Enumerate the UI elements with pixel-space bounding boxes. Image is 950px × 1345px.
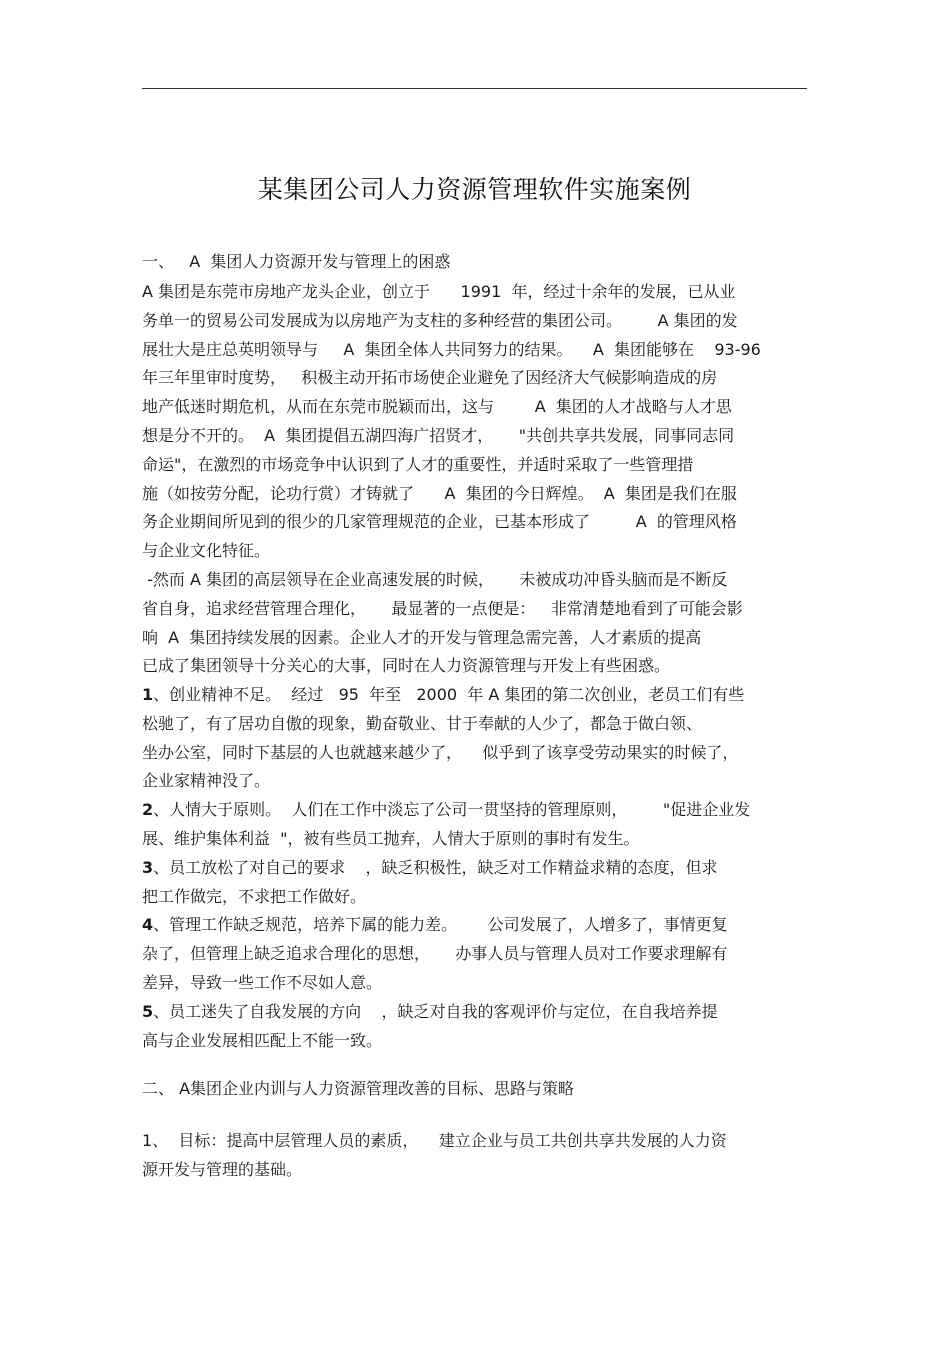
paragraph-intro — [142, 278, 807, 566]
text-line: 企业家精神没了。 — [142, 771, 271, 791]
list-item-4 — [142, 911, 807, 997]
text-line: A 集团是东莞市房地产龙头企业，创立于 1991 年，经过十余年的发展，已从业 — [142, 282, 736, 301]
text-line: 差异，导致一些工作不尽如人意。 — [142, 972, 383, 992]
text-line: 展、维护集体利益 "，被有些员工抛弃，人情大于原则的事时有发生。 — [142, 828, 640, 848]
section-2-item-1 — [142, 1127, 807, 1185]
text-line: 松驰了，有了居功自傲的现象，勤奋敬业、甘于奉献的人少了，都急于做白领、 — [142, 713, 703, 733]
text-line: 高与企业发展相匹配上不能一致。 — [142, 1030, 383, 1050]
item-number: 3 — [142, 858, 154, 877]
list-item-3 — [142, 854, 807, 912]
item-number: 4 — [142, 915, 154, 934]
text-line: 把工作做完，不求把工作做好。 — [142, 886, 367, 906]
text-line: 务单一的贸易公司发展成为以房地产为支柱的多种经营的集团公司。 A 集团的发 — [142, 310, 738, 330]
text-line — [142, 854, 807, 883]
text-line: 已成了集团领导十分关心的大事，同时在人力资源管理与开发上有些困惑。 — [142, 656, 671, 676]
text-line: 省自身，追求经营管理合理化， 最显著的一点便是： 非常清楚地看到了可能会影 — [142, 598, 743, 618]
text-line: 1、 目标：提高中层管理人员的素质， 建立企业与员工共创共享共发展的人力资 — [142, 1131, 727, 1150]
item-number: 5 — [142, 1002, 154, 1021]
text-line: 施（如按劳分配，论功行赏）才铸就了 A 集团的今日辉煌。 A 集团是我们在服 — [142, 483, 737, 503]
item-number: 2 — [142, 800, 154, 819]
list-item-2 — [142, 796, 807, 854]
text-line — [142, 681, 807, 710]
section-2-heading-text: 二、 A集团企业内训与人力资源管理改善的目标、思路与策略 — [142, 1079, 575, 1098]
paragraph-concerns — [142, 566, 807, 681]
list-item-1 — [142, 681, 807, 796]
item-text: 、管理工作缺乏规范，培养下属的能力差。 公司发展了，人增多了，事情更复 — [153, 915, 728, 934]
text-line — [142, 796, 807, 825]
text-line — [142, 998, 807, 1027]
text-line: 展壮大是庄总英明领导与 A 集团全体人共同努力的结果。 A 集团能够在 93-96 — [142, 339, 761, 359]
text-line: 务企业期间所见到的很少的几家管理规范的企业，已基本形成了 A 的管理风格 — [142, 512, 737, 532]
text-line: -然而 A 集团的高层领导在企业高速发展的时候， 未被成功冲昏头脑而是不断反 — [142, 570, 728, 589]
text-line: 杂了，但管理上缺乏追求合理化的思想， 办事人员与管理人员对工作要求理解有 — [142, 943, 728, 963]
item-text: 、员工迷失了自我发展的方向 ，缺乏对自我的客观评价与定位，在自我培养提 — [153, 1002, 718, 1021]
section-1-heading — [142, 248, 807, 277]
text-line: 地产低迷时期危机，从而在东莞市脱颖而出，这与 A 集团的人才战略与人才思 — [142, 397, 732, 417]
item-text: 、人情大于原则。 人们在工作中淡忘了公司一贯坚持的管理原则， "促进企业发 — [153, 800, 751, 819]
text-line: 源开发与管理的基础。 — [142, 1159, 303, 1179]
item-text: 、创业精神不足。 经过 95 年至 2000 年 A 集团的第二次创业，老员工们有些 — [153, 685, 745, 704]
item-number: 1 — [142, 685, 154, 704]
text-line: 想是分不开的。 A 集团提倡五湖四海广招贤才， "共创共享共发展，同事同志同 — [142, 425, 735, 445]
text-line: 响 A 集团持续发展的因素。企业人才的开发与管理急需完善，人才素质的提高 — [142, 627, 702, 647]
list-item-5 — [142, 998, 807, 1056]
item-text: 、员工放松了对自己的要求 ，缺乏积极性，缺乏对工作精益求精的态度，但求 — [153, 858, 718, 877]
section-2-heading — [142, 1075, 807, 1104]
document-title: 某集团公司人力资源管理软件实施案例 — [257, 175, 692, 204]
text-line: 年三年里审时度势， 积极主动开拓市场使企业避免了因经济大气候影响造成的房 — [142, 368, 718, 388]
text-line: 命运"，在激烈的市场竞争中认识到了人才的重要性，并适时采取了一些管理措 — [142, 454, 694, 474]
text-line: 与企业文化特征。 — [142, 541, 271, 561]
text-line — [142, 911, 807, 940]
section-1-heading-text: 一、 A 集团人力资源开发与管理上的困惑 — [142, 252, 451, 271]
top-rule — [142, 88, 807, 89]
text-line: 坐办公室，同时下基层的人也就越来越少了， 似乎到了该享受劳动果实的时候了， — [142, 742, 739, 762]
